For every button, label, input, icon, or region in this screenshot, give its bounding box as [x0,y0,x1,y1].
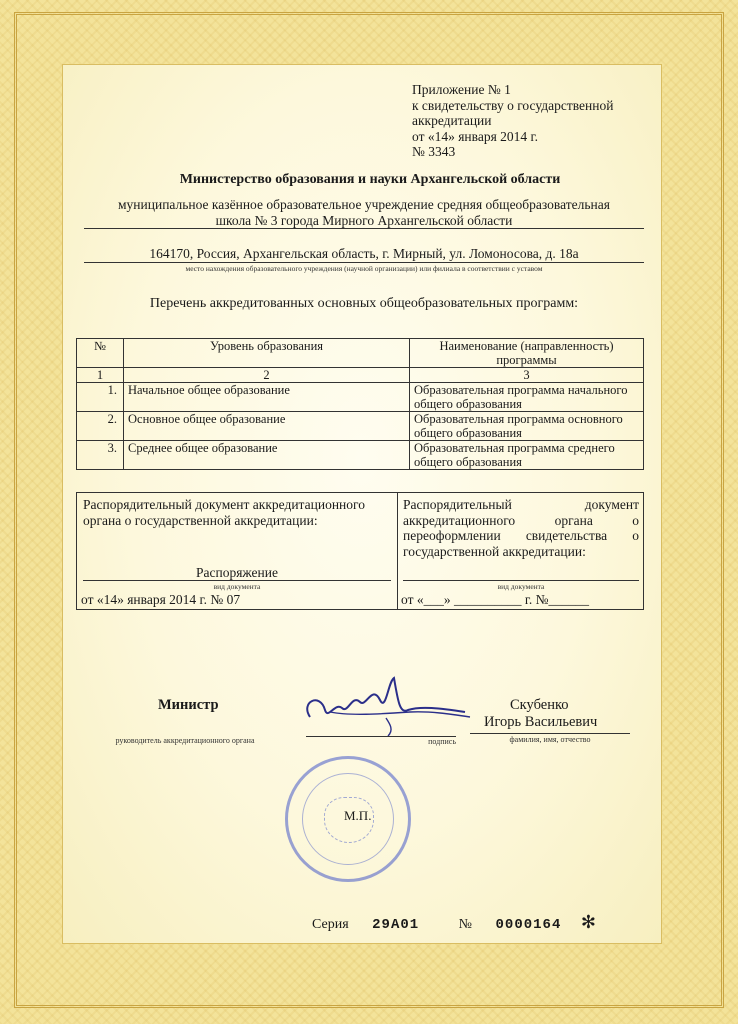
underline [83,580,391,581]
signature-caption: подпись [428,737,456,746]
address-caption: место нахождения образовательного учреждения (научной организации) или филиала в соответствии с уставом [185,264,543,273]
decree-left-date: от «14» января 2014 г. № 07 [81,592,241,607]
address: 164170, Россия, Архангельская область, г. Мирный, ул. Ломоносова, д. 18а [149,246,579,261]
decree-left-type: Распоряжение [195,565,278,580]
decree-right-date: от «___» __________ г. №______ [401,592,589,607]
signer-position-caption: руководитель аккредитационного органа [115,736,255,745]
row-program: Образовательная программа начального общего образования [410,383,644,412]
school-name-line: муниципальное казённое образовательное учреждение средняя общеобразовательная [118,197,610,212]
table-index-row [77,368,644,383]
series-value: 29А01 [372,917,420,933]
underline [84,262,644,263]
row-number: 2. [77,412,124,441]
name-caption: фамилия, имя, отчество [509,735,591,744]
name-line [470,733,630,734]
table-header-cell: Наименование (направленность) программы [410,339,644,368]
appendix-line: от «14» января 2014 г. [412,128,538,144]
decree-left-caption: вид документа [213,582,261,591]
row-number: 1. [77,383,124,412]
ministry-title: Министерство образования и науки Архангельской области [179,172,561,187]
table-header-cell: Уровень образования [124,339,410,368]
decree-right-title: Распорядительный документ аккредитационного органа о переоформлении свидетельства о государственной аккредитации: [403,497,639,559]
school-name-line: школа № 3 города Мирного Архангельской области [215,212,513,228]
series-block [312,912,596,933]
appendix-line: № 3343 [412,144,456,159]
programs-list-title: Перечень аккредитованных основных общеобразовательных программ: [149,296,579,311]
table-row [77,441,644,470]
decree-box [76,492,644,610]
decree-left-title: Распорядительный документ аккредитационного органа о государственной аккредитации: [83,497,365,528]
number-label: № [458,917,473,932]
row-level: Начальное общее образование [124,383,410,412]
decree-divider [397,493,398,609]
row-program: Образовательная программа среднего общего образования [410,441,644,470]
row-program: Образовательная программа основного общего образования [410,412,644,441]
underline [84,228,644,229]
appendix-line: аккредитации [412,113,492,128]
signer-position: Министр [158,697,219,713]
signer-name: Игорь Васильевич [484,714,598,730]
table-index-cell: 1 [77,368,124,383]
table-header-row [77,339,644,368]
appendix-line: Приложение № 1 [412,82,511,97]
decree-right-caption: вид документа [497,582,545,591]
signature-scribble [290,672,490,742]
serial-number: 0000164 [495,917,562,933]
table-row [77,412,644,441]
underline [403,580,639,581]
asterisk-mark: ✻ [580,912,596,932]
row-number: 3. [77,441,124,470]
school-name [84,197,644,228]
programs-table [76,338,644,470]
series-label: Серия [312,917,349,932]
row-level: Среднее общее образование [124,441,410,470]
table-index-cell: 3 [410,368,644,383]
table-index-cell: 2 [124,368,410,383]
row-level: Основное общее образование [124,412,410,441]
appendix-block [412,82,652,160]
appendix-line: к свидетельству о государственной [412,97,614,113]
table-header-cell: № [77,339,124,368]
signer-surname: Скубенко [510,697,569,713]
mp-label: М.П. [344,808,372,823]
table-row [77,383,644,412]
